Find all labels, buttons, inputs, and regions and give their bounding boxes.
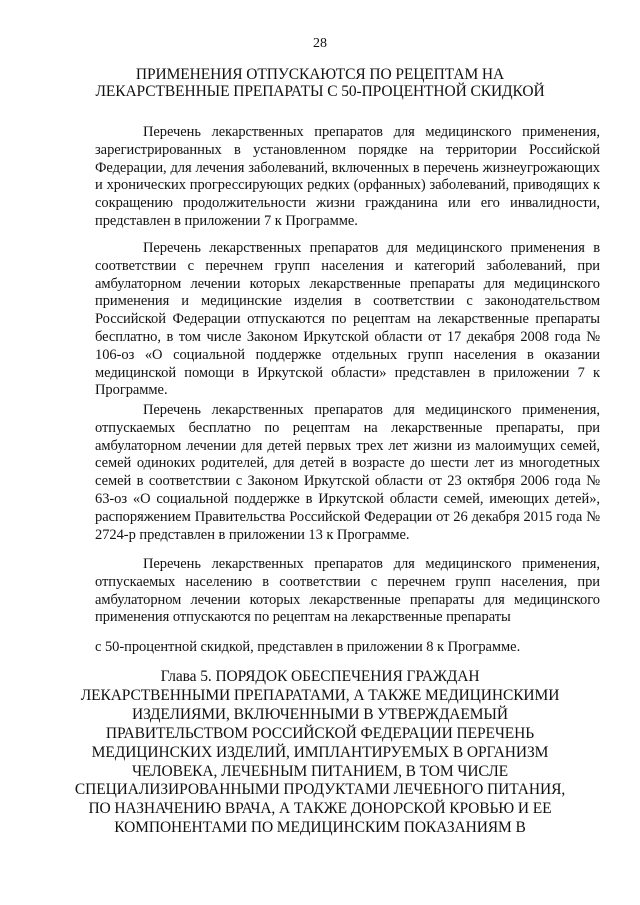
chapter-heading (58, 668, 582, 838)
chapter-heading-line: ЛЕКАРСТВЕННЫМИ ПРЕПАРАТАМИ, А ТАКЖЕ МЕДИЦИНСКИМИ (80, 686, 560, 704)
chapter-heading-line: Глава 5. ПОРЯДОК ОБЕСПЕЧЕНИЯ ГРАЖДАН (160, 668, 480, 685)
chapter-heading-line: ПО НАЗНАЧЕНИЮ ВРАЧА, А ТАКЖЕ ДОНОРСКОЙ КРОВЬЮ И ЕЕ (88, 800, 552, 818)
chapter-heading-line: ЧЕЛОВЕКА, ЛЕЧЕБНЫМ ПИТАНИЕМ, В ТОМ ЧИСЛЕ (131, 762, 509, 780)
section-heading-line: ЛЕКАРСТВЕННЫЕ ПРЕПАРАТЫ С 50-ПРОЦЕНТНОЙ СКИДКОЙ (95, 83, 545, 100)
paragraph-discount-medicines (95, 556, 600, 627)
paragraph-text: Перечень лекарственных препаратов для медицинского применения, отпускаемых населению в соответствии с перечнем групп населения, при амбулаторном лечении которых лекарственные препараты для медицинского применения отпускаются по рецептам на лекарственные препараты (95, 556, 600, 626)
section-heading (60, 66, 580, 100)
section-heading-line: ПРИМЕНЕНИЯ ОТПУСКАЮТСЯ ПО РЕЦЕПТАМ НА (135, 66, 505, 83)
page-number: 28 (313, 36, 327, 51)
chapter-heading-line: МЕДИЦИНСКИХ ИЗДЕЛИЙ, ИМПЛАНТИРУЕМЫХ В ОРГАНИЗМ (91, 743, 549, 761)
chapter-heading-line: СПЕЦИАЛИЗИРОВАННЫМИ ПРОДУКТАМИ ЛЕЧЕБНОГО ПИТАНИЯ, (74, 781, 566, 799)
paragraph-children-medicines (95, 402, 600, 544)
paragraph-text: Перечень лекарственных препаратов для медицинского применения, отпускаемых бесплатно по рецептам на лекарственные препараты, при амбулаторном лечении для детей первых трех лет жизни из малоимущих семей, семей одиноких родителей, для детей в возрасте до шести лет из многодетных семей в соответствии с Законом Иркутской области от 23 октября 2006 года № 63-оз «О социальной поддержке в Иркутской области семей, имеющих детей», распоряжением Правительства Российской Федерации от 26 декабря 2015 года № 2724-р представлен в приложении 13 к Программе. (95, 402, 600, 543)
chapter-heading-line: ПРАВИТЕЛЬСТВОМ РОССИЙСКОЙ ФЕДЕРАЦИИ ПЕРЕЧЕНЬ (105, 724, 535, 742)
paragraph-text: Перечень лекарственных препаратов для медицинского применения в соответствии с перечнем групп населения и категорий заболеваний, при амбулаторном лечении которых лекарственные препараты для медицинского применения и медицинские изделия в соответствии с законодательством Российской Федерации отпускаются по рецептам на лекарственные препараты бесплатно, в том числе Законом Иркутской области от 17 декабря 2008 года № 106-оз «О социальной поддержке отдельных групп населения в оказании медицинской помощи в Иркутской области» представлен в приложении 7 к Программе. (95, 240, 600, 399)
chapter-heading-line: КОМПОНЕНТАМИ ПО МЕДИЦИНСКИМ ПОКАЗАНИЯМ В (114, 819, 526, 837)
chapter-heading-line: ИЗДЕЛИЯМИ, ВКЛЮЧЕННЫМИ В УТВЕРЖДАЕМЫЙ (132, 705, 508, 723)
paragraph-text: с 50-процентной скидкой, представлен в приложении 8 к Программе. (95, 639, 521, 655)
paragraph-orphan-diseases (95, 124, 600, 231)
paragraph-free-medicines (95, 240, 600, 400)
paragraph-text: Перечень лекарственных препаратов для медицинского применения, зарегистрированных в установленном порядке на территории Российской Федерации, для лечения заболеваний, включенных в перечень жизнеугрожающих и хронических прогрессирующих редких (орфанных) заболеваний, приводящих к сокращению продолжительности жизни гражданина или его инвалидности, представлен в приложении 7 к Программе. (95, 124, 600, 229)
paragraph-discount-continuation (95, 639, 600, 657)
